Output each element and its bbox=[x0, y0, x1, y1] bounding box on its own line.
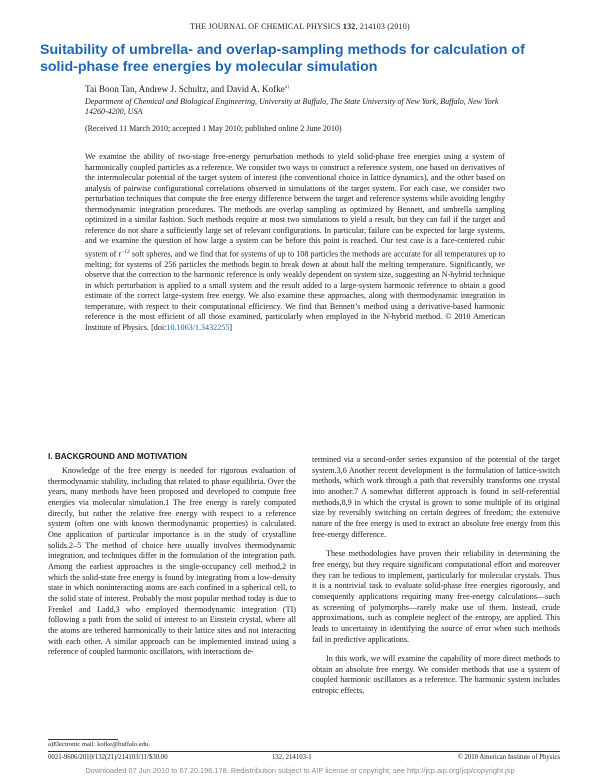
footer-page-number: 132, 214103-1 bbox=[272, 754, 312, 761]
abstract-text-1: We examine the ability of two-stage free-energy perturbation methods to yield solid-phase free energies using a system of harmonically coupled particles as a reference. We consider two ways to construct a reference system, one based on derivatives of the intermolecular potential of the target system of interest (the conventional choice in lattice dynamics), and the other based on analysis of pairwise configurational correlations observed in simulations of the target system. For each case, we consider two perturbation techniques that compute the free energy difference between the target and reference systems while avoiding lengthy thermodynamic integration procedures. The methods are overlap sampling as optimized by Bennett, and umbrella sampling optimized in a similar fashion. Such methods require at most two simulations to yield a result, but they can fail if the target and reference do not share a sufficiently large set of relevant configurations. In particular, failure can be expected for large systems, and we examine the question of how large a system can be before this point is reached. Our test case is a face-centered cubic system of r bbox=[85, 152, 505, 259]
abstract bbox=[85, 152, 505, 333]
doi-link[interactable]: 10.1063/1.3432255 bbox=[166, 322, 230, 332]
footnote-divider bbox=[48, 739, 118, 740]
abstract-text-3: ] bbox=[229, 322, 233, 332]
right-column bbox=[312, 455, 560, 697]
running-head: THE JOURNAL OF CHEMICAL PHYSICS 132, 214103 (2010) bbox=[190, 22, 410, 31]
paragraph: In this work, we will examine the capability of more direct methods to obtain an absolute free energy. We consider methods that use a system of coupled harmonic oscillators as a reference. The harmonic system includes entropic effects, bbox=[312, 654, 560, 696]
abstract-exponent: −12 bbox=[121, 248, 130, 255]
article-title: Suitability of umbrella- and overlap-sampling methods for calculation of solid-phase free energies by molecular simulation bbox=[40, 42, 525, 75]
footer-copyright: © 2010 American Institute of Physics bbox=[457, 754, 560, 761]
affiliation: Department of Chemical and Biological Engineering, University at Buffalo, The State University of New York, Buffalo, New York 14260-4200, USA bbox=[85, 97, 499, 116]
download-notice: Downloaded 07 Jun 2010 to 67.20.196.178. Redistribution subject to AIP license or copyright; see http://jcp.aip.org/jcp/copyright.jsp bbox=[85, 766, 515, 775]
footnote: a)Electronic mail: kofke@buffalo.edu. bbox=[48, 741, 150, 748]
paragraph: Knowledge of the free energy is needed for rigorous evaluation of thermodynamic stability, including that related to phase equilibria. Over the years, many methods have been proposed and developed to compute free energies via molecular simulation.1 The free energy is rarely computed directly, but rather the relative free energy with respect to a reference system (often one with known thermodynamic properties) is calculated. One application of particular importance is in the study of crystalline solids.2–5 The method of choice here usually involves thermodynamic integration, and techniques differ in the formulation of the integration path. Among the earliest approaches is the single-occupancy cell method,2 in which the solid-state free energy is found by integrating from a low-density state in which noninteracting atoms are each confined in a spherical cell, to the solid state of interest. Probably the most popular method today is due to Frenkel and Ladd,3 who employed thermodynamic integration (TI) following a path from the solid of interest to an Einstein crystal, where all the atoms are tethered harmonically to their lattice sites and not interacting with each other. A similar approach can be implemented instead using a reference of coupled harmonic oscillators, with interactions de- bbox=[48, 466, 296, 657]
author-list bbox=[85, 84, 289, 94]
publication-year: (2010) bbox=[387, 22, 410, 31]
left-column bbox=[48, 466, 296, 658]
footer-issn: 0021-9606/2010/132(21)/214103/11/$30.00 bbox=[48, 754, 168, 761]
received-dates: (Received 11 March 2010; accepted 1 May 2010; published online 2 June 2010) bbox=[85, 124, 342, 133]
paragraph: These methodologies have proven their reliability in determining the free energy, but they require significant computational effort and moreover they can be tedious to implement, particularly for molecular crystals. Thus it is a nontrivial task to evaluate solid-phase free energies rigorously, and consequently applications requiring many free-energy calculations—such as screening of polymorphs—rarely make use of them. Instead, crude approximations, such as complete neglect of the entropy, are applied. This leads to uncertainty in identifying the source of error when such methods fail in predictive applications. bbox=[312, 549, 560, 644]
author-footnote-link[interactable]: a) bbox=[284, 84, 290, 90]
volume-number: 132 bbox=[342, 22, 356, 31]
paragraph: termined via a second-order series expansion of the potential of the target system.3,6 Another recent development is the formulation of lattice-switch methods, which work through a path that reversibly transforms one crystal into another.7 A somewhat different approach is found in self-referential methods,8,9 in which the crystal is grown to some multiple of its original size by reversibly switching on certain degrees of freedom; the extensive nature of the free energy is used to extract an absolute free energy from this free-energy difference. bbox=[312, 455, 560, 539]
section-heading: I. BACKGROUND AND MOTIVATION bbox=[48, 452, 188, 461]
abstract-text-2: soft spheres, and we find that for systems of up to 108 particles the methods are accurate for all temperatures up to melting; for systems of 256 particles the methods begin to break down at about half the melting temperature. Significantly, we observe that the correction to the harmonic reference is only weakly dependent on system size, suggesting an N-hybrid technique in which perturbation is applied to a small system and the result added to a large-system harmonic reference to obtain a good estimate of the correct large-system free energy. We also examine these approaches, along with thermodynamic integration in temperature, with respect to their computational efficiency. We find that Bennett’s method using a derivative-based harmonic reference is the most efficient of all those examined, particularly when employed in the N-hybrid method. © 2010 American Institute of Physics. [doi: bbox=[85, 249, 506, 332]
footer-divider bbox=[48, 751, 560, 752]
journal-name: THE JOURNAL OF CHEMICAL PHYSICS bbox=[190, 22, 341, 31]
article-number: 214103 bbox=[359, 22, 386, 31]
author-names: Tai Boon Tan, Andrew J. Schultz, and David A. Kofke bbox=[85, 84, 285, 95]
